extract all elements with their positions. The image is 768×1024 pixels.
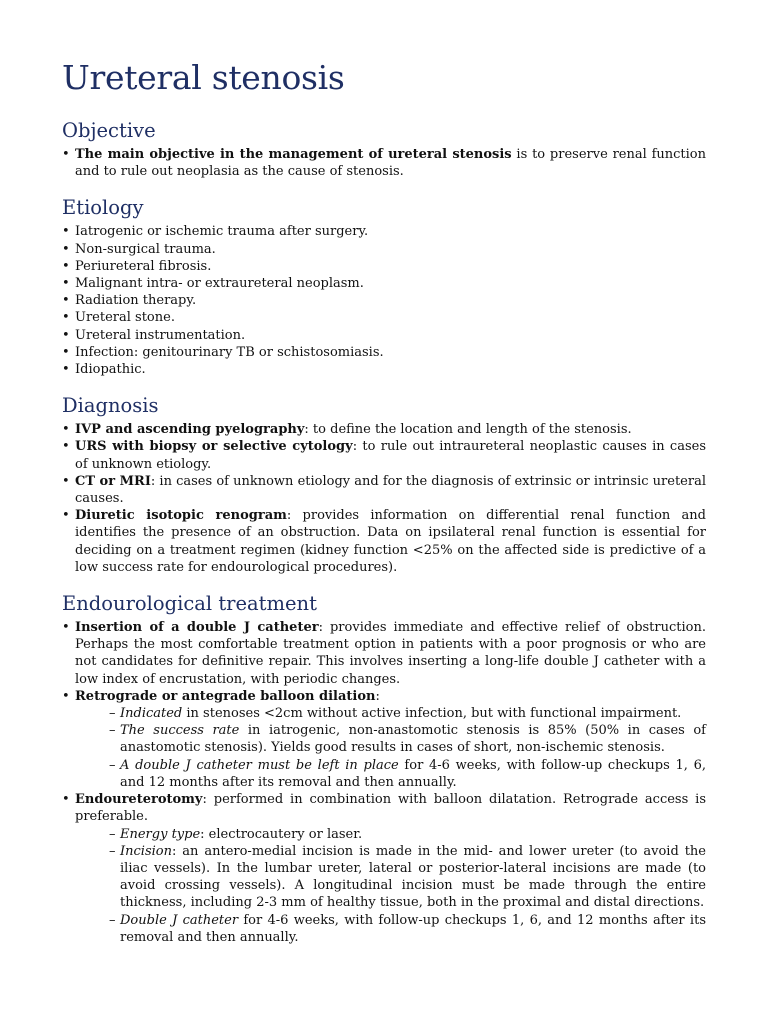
diagnosis-lead: CT or MRI: [75, 473, 151, 489]
endoureterotomy-sublist: [109, 826, 706, 946]
diagnosis-text: : provides information on differential renal function and identifies the presence of an obstruction. Data on ipsilateral renal function is essential for deciding on a treatment regimen (kidney function <25% on the affected side is predictive of a low success rate for endourological procedures).: [75, 508, 706, 575]
etiology-item: • Periureteral fibrosis.: [62, 258, 706, 275]
etiology-section: [62, 195, 706, 378]
double-j-lead: Insertion of a double J catheter: [75, 620, 319, 636]
diagnosis-lead: IVP and ascending pyelography: [75, 422, 305, 438]
balloon-subitem: [109, 705, 706, 722]
etiology-item: • Infection: genitourinary TB or schistosomiasis.: [62, 344, 706, 361]
balloon-subitem-text: for 4-6 weeks, with follow-up checkups 1, 6, and 12 months after its removal and then annually.: [120, 757, 706, 790]
objective-list: [62, 146, 706, 180]
diagnosis-text: : to define the location and length of the stenosis.: [304, 422, 632, 438]
diagnosis-section: [62, 393, 706, 576]
balloon-subitem: [109, 722, 706, 756]
page-title: Ureteral stenosis: [62, 58, 345, 97]
diagnosis-item: [62, 421, 706, 438]
endoureterotomy-subitem-text: : electrocautery or laser.: [200, 826, 363, 842]
etiology-heading: Etiology: [62, 196, 144, 220]
endoureterotomy-subitem: [109, 843, 706, 912]
balloon-lead: Retrograde or antegrade balloon dilation: [75, 688, 376, 704]
endoureterotomy-subitem: [109, 826, 706, 843]
diagnosis-list: [62, 421, 706, 576]
endourological-list: [62, 619, 706, 946]
etiology-item: • Non-surgical trauma.: [62, 241, 706, 258]
endourological-section: [62, 591, 706, 946]
double-j-text: : provides immediate and effective relief of obstruction. Perhaps the most comfortable treatment option in patients with a poor prognosis or who are not candidates for definitive repair. This involves inserting a long-life double J catheter with a low index of encrustation, with periodic changes.: [75, 620, 706, 687]
endoureterotomy-subitem-em: Energy type: [120, 826, 201, 842]
objective-heading: Objective: [62, 119, 156, 142]
endoureterotomy-item: [62, 791, 706, 946]
endoureterotomy-subitem-text: for 4-6 weeks, with follow-up checkups 1, 6, and 12 months after its removal and then annually.: [120, 912, 706, 945]
objective-section: [62, 118, 706, 180]
etiology-item: • Idiopathic.: [62, 361, 706, 378]
diagnosis-text: : in cases of unknown etiology and for the diagnosis of extrinsic or intrinsic ureteral causes.: [75, 473, 706, 507]
balloon-subitem-text: in stenoses <2cm without active infection, but with functional impairment.: [182, 706, 682, 722]
balloon-subitem-em: Indicated: [120, 706, 183, 722]
balloon-subitem-em: The success rate: [120, 723, 240, 739]
endourological-heading: Endourological treatment: [62, 592, 317, 616]
diagnosis-item: [62, 438, 706, 472]
diagnosis-lead: URS with biopsy or selective cytology: [75, 439, 353, 455]
etiology-item: • Iatrogenic or ischemic trauma after surgery.: [62, 223, 706, 240]
objective-lead: The main objective in the management of ureteral stenosis: [75, 147, 512, 162]
diagnosis-item: [62, 473, 706, 507]
diagnosis-lead: Diuretic isotopic renogram: [75, 508, 287, 524]
etiology-item: • Radiation therapy.: [62, 292, 706, 309]
endoureterotomy-subitem-text: : an antero-medial incision is made in the mid- and lower ureter (to avoid the iliac vessels). In the lumbar ureter, lateral or posterior-lateral incisions are made (to avoid crossing vessels). A longitudinal incision must be made through the entire thickness, including 2-3 mm of healthy tissue, both in the proximal and distal directions.: [120, 843, 706, 911]
balloon-sublist: [109, 705, 706, 791]
etiology-item: • Malignant intra- or extraureteral neoplasm.: [62, 275, 706, 292]
diagnosis-item: [62, 507, 706, 576]
endoureterotomy-subitem-em: Double J catheter: [120, 912, 239, 928]
endoureterotomy-subitem: [109, 912, 706, 946]
diagnosis-heading: Diagnosis: [62, 394, 159, 418]
etiology-list: [62, 223, 706, 378]
etiology-item: • Ureteral instrumentation.: [62, 327, 706, 344]
diagnosis-text: : to rule out intraureteral neoplastic causes in cases of unknown etiology.: [75, 439, 707, 472]
endoureterotomy-subitem-em: Incision: [120, 843, 172, 859]
balloon-subitem-em: A double J catheter must be left in place: [120, 757, 399, 773]
objective-text: is to preserve renal function and to rule out neoplasia as the cause of stenosis.: [75, 147, 706, 180]
etiology-item: • Ureteral stone.: [62, 309, 706, 326]
double-j-item: [62, 619, 706, 688]
endoureterotomy-text: : performed in combination with balloon dilatation. Retrograde access is preferable.: [75, 792, 706, 825]
balloon-subitem-text: in iatrogenic, non-anastomotic stenosis is 85% (50% in cases of anastomotic stenosis). Yields good results in cases of short, non-ischemic stenosis.: [120, 723, 706, 756]
endoureterotomy-lead: Endoureterotomy: [75, 792, 203, 808]
objective-item: [62, 146, 706, 180]
balloon-item: [62, 688, 706, 791]
balloon-text: :: [375, 688, 380, 704]
balloon-subitem: [109, 757, 706, 791]
